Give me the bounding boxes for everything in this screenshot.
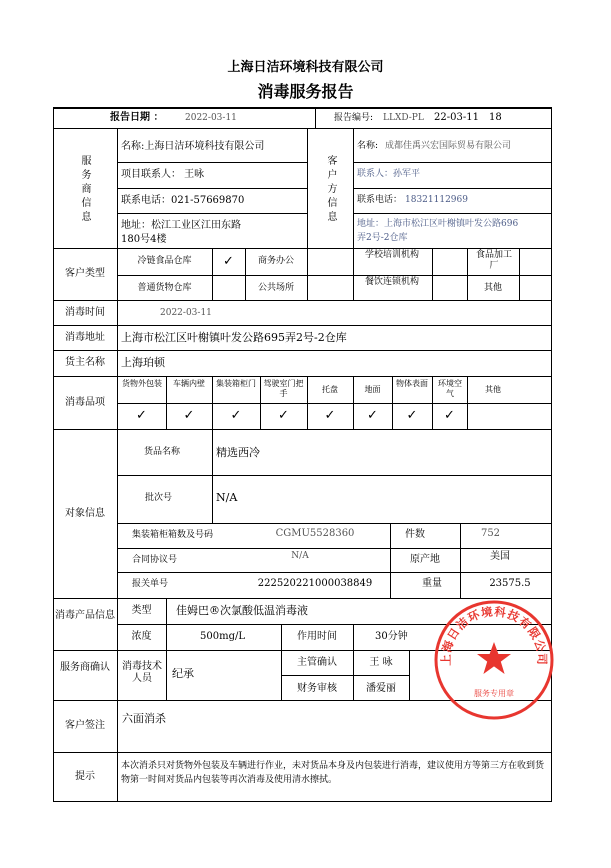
tech-name: 纪承 bbox=[172, 667, 194, 680]
cargo-owner: 上海珀顿 bbox=[121, 356, 165, 369]
origin: 美国 bbox=[490, 551, 510, 562]
weight: 23575.5 bbox=[489, 578, 531, 589]
items-label: 消毒品项 bbox=[65, 397, 105, 408]
check-mark: ✓ bbox=[367, 408, 378, 423]
client-label: 客户方信息 bbox=[325, 155, 336, 225]
container-label: 集装箱柜箱数及号码 bbox=[132, 530, 214, 540]
report-no-label: 报告编号: bbox=[334, 113, 374, 123]
provider-name: 名称:上海日洁环境科技有限公司 bbox=[121, 141, 265, 152]
provider-phone: 联系电话：021-57669870 bbox=[121, 195, 245, 206]
type-cold-chain: 冷链食品仓库 bbox=[137, 256, 192, 266]
customs-no: 222520221000038849 bbox=[257, 578, 373, 589]
check-mark: ✓ bbox=[324, 408, 336, 423]
item-cab-handle: 驾驶室门把手 bbox=[263, 379, 304, 398]
stamp-star-icon bbox=[477, 642, 511, 674]
disinfection-time-label: 消毒时间 bbox=[65, 307, 105, 318]
provider-contact: 项目联系人： 王咏 bbox=[121, 169, 205, 180]
client-address-1: 地址：上海市松江区叶榭镇叶发公路696 bbox=[357, 219, 519, 229]
item-other: 其他 bbox=[485, 385, 501, 394]
item-packaging: 货物外包装 bbox=[122, 379, 162, 388]
type-office: 商务办公 bbox=[257, 256, 294, 266]
contract-label: 合同协议号 bbox=[132, 555, 178, 565]
weight-label: 重量 bbox=[422, 578, 442, 589]
concentration: 500mg/L bbox=[200, 631, 245, 642]
finance-name: 潘爱丽 bbox=[366, 683, 396, 694]
disinfection-time: 2022-03-11 bbox=[160, 308, 212, 318]
cargo-owner-label: 货主名称 bbox=[65, 357, 105, 368]
count-label: 件数 bbox=[405, 529, 425, 540]
manager-name: 王 咏 bbox=[369, 657, 393, 668]
count: 752 bbox=[480, 528, 501, 539]
container-no: CGMU5528360 bbox=[275, 528, 355, 539]
type-school: 学校培训机构 bbox=[364, 250, 419, 260]
item-floor: 地面 bbox=[364, 385, 381, 394]
client-phone-label: 联系电话： bbox=[357, 195, 403, 205]
customer-sign: 六面消杀 bbox=[122, 712, 166, 725]
type-other: 其他 bbox=[483, 283, 502, 293]
check-mark: ✓ bbox=[183, 408, 195, 423]
check-mark: ✓ bbox=[444, 408, 455, 423]
origin-label: 原产地 bbox=[410, 554, 440, 565]
report-no-prefix: LLXD-PL bbox=[383, 113, 424, 123]
client-name: 成都佳禹兴宏国际贸易有限公司 bbox=[385, 141, 512, 151]
type-public: 公共场所 bbox=[257, 283, 294, 293]
item-container-door: 集装箱柜门 bbox=[216, 379, 256, 388]
product-label: 消毒产品信息 bbox=[55, 610, 115, 621]
customer-type-label: 客户类型 bbox=[65, 268, 105, 279]
report-no-date: 22-03-11 bbox=[434, 112, 479, 123]
provider-address-2: 180号4楼 bbox=[121, 234, 167, 245]
customs-label: 报关单号 bbox=[132, 579, 169, 589]
type-food-factory: 食品加工厂 bbox=[475, 250, 512, 271]
company-title: 上海日洁环境科技有限公司 bbox=[227, 60, 384, 75]
disinfection-address: 上海市松江区叶榭镇叶发公路695弄2号-2仓库 bbox=[121, 331, 347, 344]
stamp-text: 上海日洁环境科技有限公司 bbox=[438, 604, 550, 666]
client-name-label: 名称: bbox=[357, 141, 379, 151]
report-no-seq: 18 bbox=[489, 112, 502, 123]
goods-name-label: 货品名称 bbox=[144, 447, 181, 457]
check-mark: ✓ bbox=[230, 408, 242, 423]
notice-label: 提示 bbox=[75, 771, 95, 782]
product-type: 佳姆巴®次氯酸低温消毒液 bbox=[176, 604, 308, 617]
finance-label: 财务审核 bbox=[297, 683, 337, 694]
type-restaurant: 餐饮连锁机构 bbox=[364, 277, 419, 287]
tech-label: 消毒技术人员 bbox=[122, 661, 162, 684]
item-air: 环境空气 bbox=[438, 379, 462, 398]
client-address-2: 弄2号-2仓库 bbox=[357, 233, 408, 243]
item-pallet: 托盘 bbox=[322, 385, 338, 394]
report-date-label: 报告日期 ： bbox=[110, 112, 164, 123]
company-stamp bbox=[432, 598, 556, 722]
check-mark: ✓ bbox=[406, 408, 418, 423]
concentration-label: 浓度 bbox=[131, 631, 152, 642]
client-phone: 18321112969 bbox=[405, 195, 468, 205]
customer-sign-label: 客户签注 bbox=[65, 720, 105, 731]
goods-name: 精选西冷 bbox=[216, 446, 260, 459]
provider-address-1: 地址：松江工业区江田东路 bbox=[121, 220, 241, 231]
item-vehicle: 车辆内壁 bbox=[173, 379, 205, 388]
stamp-inner-text: 服务专用章 bbox=[474, 689, 514, 698]
manager-label: 主管确认 bbox=[297, 657, 337, 668]
type-label: 类型 bbox=[131, 605, 152, 616]
duration: 30分钟 bbox=[375, 631, 408, 642]
check-mark: ✓ bbox=[223, 254, 234, 269]
check-mark: ✓ bbox=[278, 408, 289, 423]
type-general-warehouse: 普通货物仓库 bbox=[137, 283, 192, 293]
client-contact: 联系人：孙军平 bbox=[357, 169, 421, 179]
report-date: 2022-03-11 bbox=[185, 113, 237, 123]
check-mark: ✓ bbox=[136, 408, 147, 423]
confirm-label: 服务商确认 bbox=[60, 662, 110, 673]
batch: N/A bbox=[216, 491, 238, 504]
duration-label: 作用时间 bbox=[297, 631, 337, 642]
contract-no: N/A bbox=[291, 551, 309, 561]
item-surface: 物体表面 bbox=[396, 379, 428, 388]
report-title: 消毒服务报告 bbox=[257, 82, 354, 101]
batch-label: 批次号 bbox=[145, 493, 173, 503]
disinfection-address-label: 消毒地址 bbox=[65, 332, 105, 343]
provider-label: 服务商信息 bbox=[79, 155, 90, 225]
object-label: 对象信息 bbox=[65, 508, 105, 519]
notice-text: 本次消杀只对货物外包装及车辆进行作业，未对货品本身及内包装进行消毒，建议使用方等第三方在收到货物第一时间对货品内包装等再次消毒及使用清水擦拭。 bbox=[121, 761, 545, 785]
